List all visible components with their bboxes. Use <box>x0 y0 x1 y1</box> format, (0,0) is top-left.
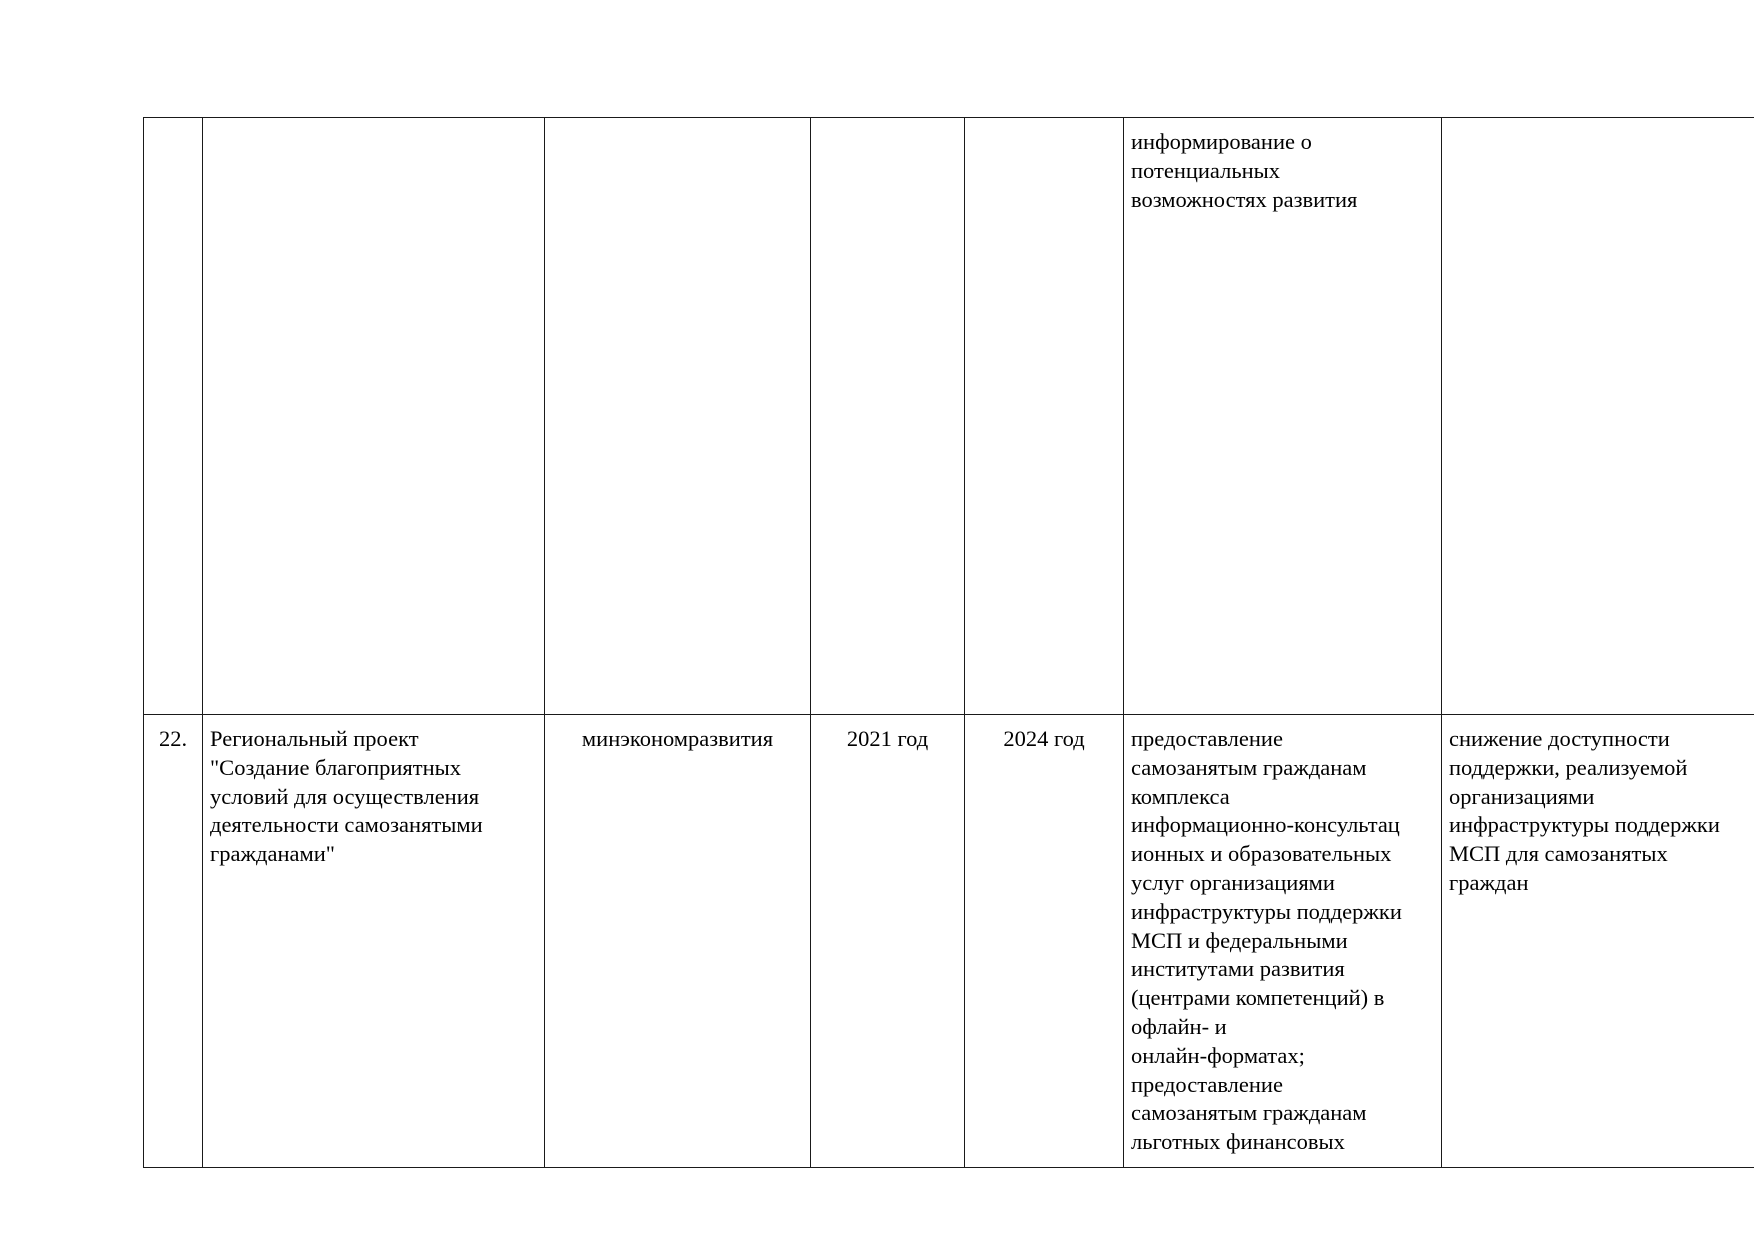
result-line: информирование о <box>1131 129 1312 154</box>
result-line: потенциальных <box>1131 157 1281 183</box>
result-line: возможностях развития <box>1131 186 1358 212</box>
result-line: самозанятым гражданам <box>1131 1100 1367 1126</box>
result-line: предоставление <box>1131 1071 1283 1097</box>
result-line: инфраструктуры поддержки <box>1131 898 1402 924</box>
result-line: институтами развития <box>1131 956 1345 982</box>
end-cell <box>965 118 1124 715</box>
result-cell <box>1124 118 1442 715</box>
executor-cell: минэкономразвития <box>545 715 811 1168</box>
result-line: ионных и образовательных <box>1131 841 1392 867</box>
measures-table <box>143 117 1754 1168</box>
result-line: (центрами компетенций) в <box>1131 985 1385 1011</box>
consequences-line: инфраструктуры поддержки <box>1449 812 1720 838</box>
result-line: офлайн- и <box>1131 1013 1227 1039</box>
number-cell <box>144 118 203 715</box>
consequences-line: снижение доступности <box>1449 726 1670 751</box>
table-row <box>144 715 1754 1168</box>
result-line: комплекса <box>1131 783 1230 809</box>
result-line: предоставление <box>1131 726 1283 751</box>
result-line: онлайн-форматах; <box>1131 1042 1305 1068</box>
name-line: "Создание благоприятных <box>210 754 461 780</box>
name-cell <box>203 118 545 715</box>
result-line: услуг организациями <box>1131 869 1335 895</box>
consequences-line: граждан <box>1449 869 1529 895</box>
start-cell: 2021 год <box>811 715 965 1168</box>
result-line: самозанятым гражданам <box>1131 754 1367 780</box>
start-cell <box>811 118 965 715</box>
result-line: информационно-консультац <box>1131 812 1400 838</box>
end-cell: 2024 год <box>965 715 1124 1168</box>
executor-cell <box>545 118 811 715</box>
consequences-line: организациями <box>1449 783 1595 809</box>
consequences-line: поддержки, реализуемой <box>1449 754 1688 780</box>
consequences-cell <box>1442 715 1754 1168</box>
result-line: МСП и федеральными <box>1131 927 1348 953</box>
name-cell <box>203 715 545 1168</box>
name-line: Региональный проект <box>210 726 419 751</box>
number-cell: 22. <box>144 715 203 1168</box>
result-line: льготных финансовых <box>1131 1129 1345 1155</box>
consequences-cell <box>1442 118 1754 715</box>
table-row <box>144 118 1754 715</box>
result-cell <box>1124 715 1442 1168</box>
name-line: гражданами" <box>210 841 335 867</box>
name-line: деятельности самозанятыми <box>210 812 483 838</box>
consequences-line: МСП для самозанятых <box>1449 841 1668 867</box>
name-line: условий для осуществления <box>210 783 480 809</box>
